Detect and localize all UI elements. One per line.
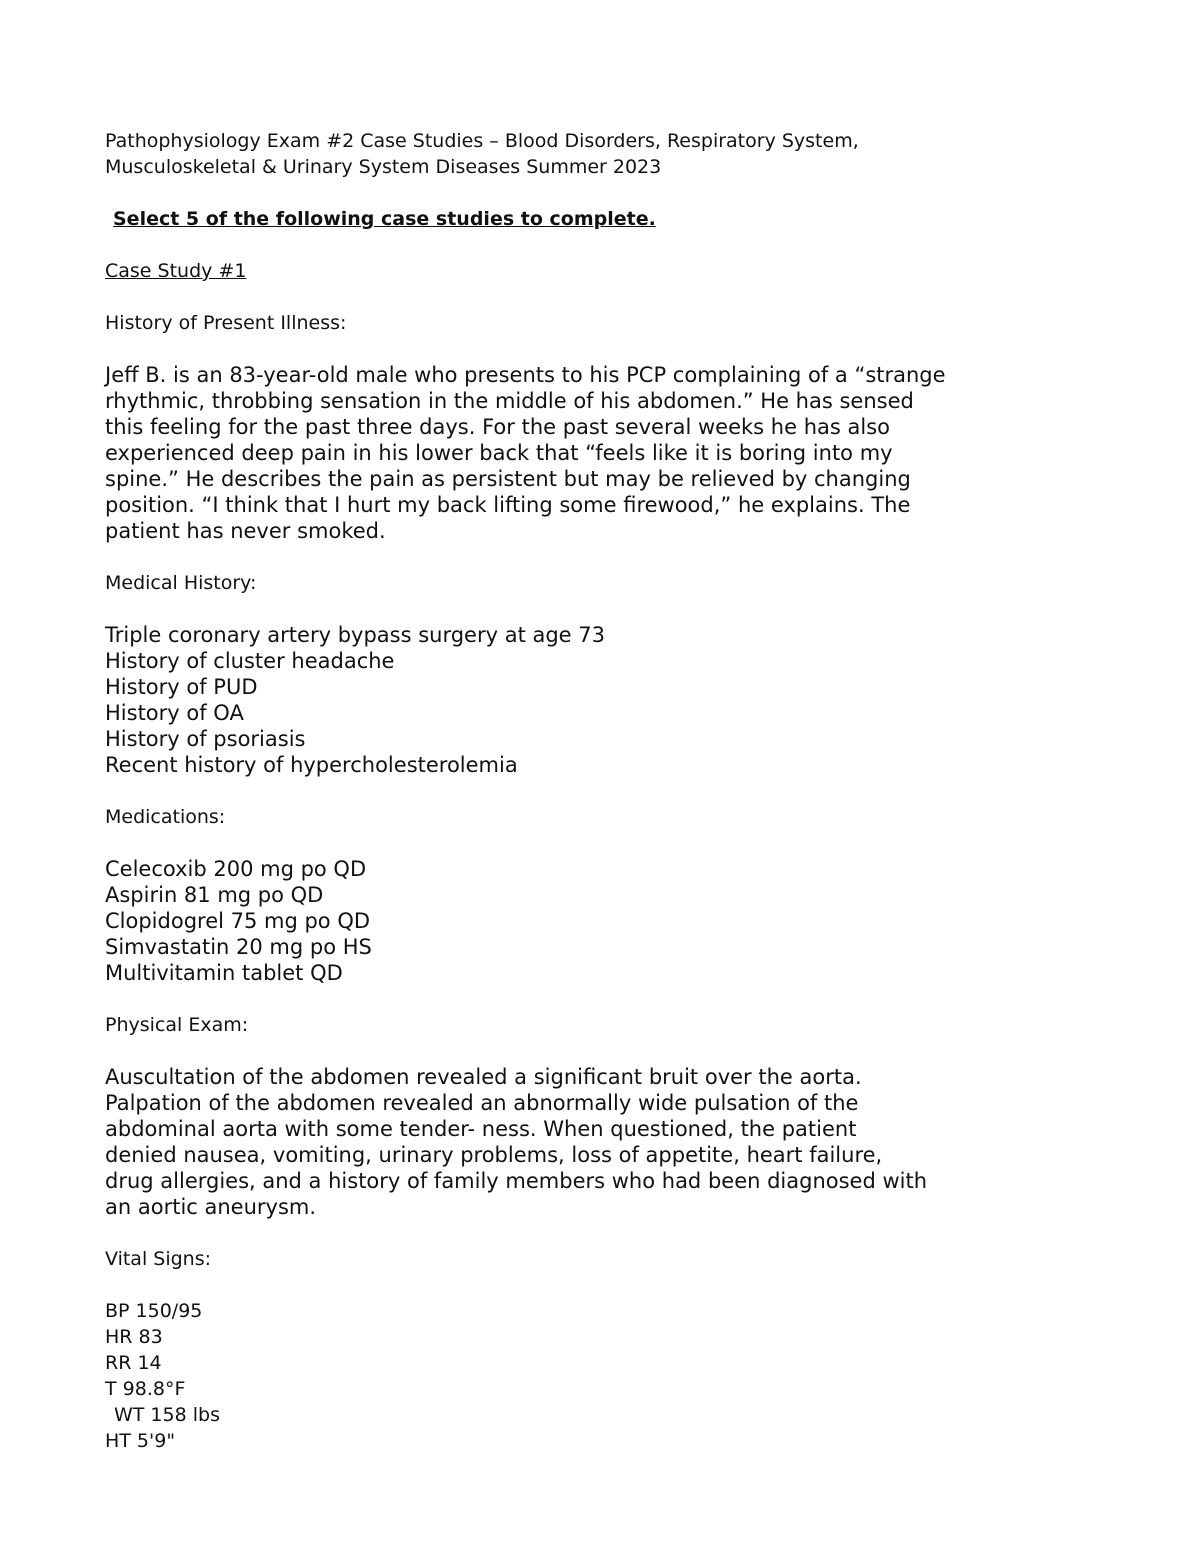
list-item: Clopidogrel 75 mg po QD — [105, 909, 371, 933]
list-item: History of cluster headache — [105, 649, 395, 673]
vital-sign: HT 5'9" — [105, 1430, 176, 1452]
hpi-line: spine.” He describes the pain as persistent but may be relieved by changing — [105, 467, 911, 491]
exam-line: drug allergies, and a history of family members who had been diagnosed with — [105, 1169, 928, 1193]
hpi-label: History of Present Illness: — [105, 312, 347, 334]
vital-sign: WT 158 lbs — [114, 1404, 220, 1426]
list-item: Triple coronary artery bypass surgery at age 73 — [105, 623, 606, 647]
document-title — [105, 128, 1105, 180]
exam-line: an aortic aneurysm. — [105, 1195, 317, 1219]
exam-line: Auscultation of the abdomen revealed a significant bruit over the aorta. — [105, 1065, 862, 1089]
exam-line: Palpation of the abdomen revealed an abnormally wide pulsation of the — [105, 1091, 859, 1115]
title-line: Musculoskeletal & Urinary System Diseases Summer 2023 — [105, 156, 662, 178]
vital-signs-list — [105, 1298, 1105, 1454]
exam-line: denied nausea, vomiting, urinary problems, loss of appetite, heart failure, — [105, 1143, 883, 1167]
list-item: Recent history of hypercholesterolemia — [105, 753, 518, 777]
medications-label: Medications: — [105, 806, 226, 828]
hpi-line: patient has never smoked. — [105, 519, 386, 543]
vital-sign: HR 83 — [105, 1326, 163, 1348]
exam-line: abdominal aorta with some tender- ness. When questioned, the patient — [105, 1117, 857, 1141]
vital-sign: BP 150/95 — [105, 1300, 203, 1322]
medical-history-label: Medical History: — [105, 572, 257, 594]
hpi-line: Jeff B. is an 83-year-old male who presents to his PCP complaining of a “strange — [105, 363, 946, 387]
medical-history-list — [105, 622, 1105, 778]
list-item: History of psoriasis — [105, 727, 306, 751]
hpi-line: experienced deep pain in his lower back that “feels like it is boring into my — [105, 441, 893, 465]
list-item: Celecoxib 200 mg po QD — [105, 857, 367, 881]
hpi-line: position. “I think that I hurt my back lifting some firewood,” he explains. The — [105, 493, 911, 517]
instruction-heading: Select 5 of the following case studies to complete. — [113, 208, 656, 230]
vital-sign: T 98.8°F — [105, 1378, 186, 1400]
vital-signs-label: Vital Signs: — [105, 1248, 212, 1270]
hpi-line: rhythmic, throbbing sensation in the middle of his abdomen.” He has sensed — [105, 389, 914, 413]
title-line: Pathophysiology Exam #2 Case Studies – Blood Disorders, Respiratory System, — [105, 130, 859, 152]
list-item: Aspirin 81 mg po QD — [105, 883, 324, 907]
list-item: Simvastatin 20 mg po HS — [105, 935, 372, 959]
document-page — [105, 128, 1105, 1454]
hpi-paragraph — [105, 362, 1105, 544]
list-item: History of OA — [105, 701, 244, 725]
list-item: Multivitamin tablet QD — [105, 961, 343, 985]
medications-list — [105, 856, 1105, 986]
hpi-line: this feeling for the past three days. For the past several weeks he has also — [105, 415, 890, 439]
vital-sign: RR 14 — [105, 1352, 162, 1374]
physical-exam-label: Physical Exam: — [105, 1014, 249, 1036]
case-study-title: Case Study #1 — [105, 260, 247, 282]
physical-exam-paragraph — [105, 1064, 1105, 1220]
list-item: History of PUD — [105, 675, 258, 699]
